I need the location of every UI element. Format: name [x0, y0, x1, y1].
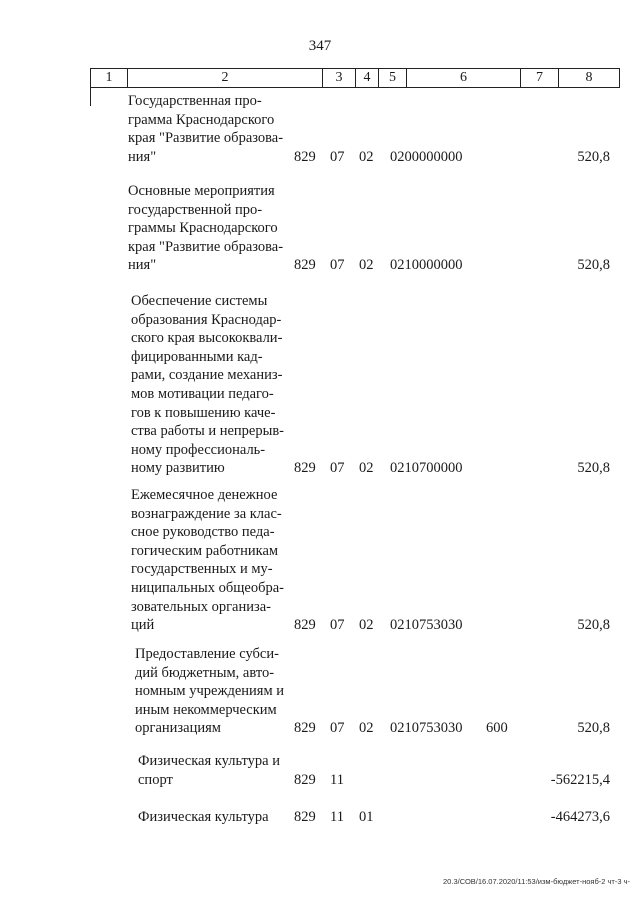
description-line: дий бюджетным, авто-	[135, 664, 275, 681]
description-line: рами, создание механиз-	[131, 367, 283, 384]
description-line: края "Развитие образова-	[128, 238, 284, 255]
description-line: спорт	[138, 771, 173, 788]
row-description	[128, 182, 288, 275]
value-section: 11	[330, 771, 344, 788]
description-line: ному развитию	[131, 460, 225, 477]
description-line: граммы Краснодарского	[128, 220, 278, 237]
value-subsection: 02	[359, 148, 374, 165]
value-target-item: 0210700000	[390, 460, 463, 477]
row-description	[138, 752, 296, 789]
column-header-5: 5	[379, 69, 407, 87]
value-section: 07	[330, 617, 345, 634]
value-amount: 520,8	[577, 257, 610, 274]
value-kvsr: 829	[294, 771, 316, 788]
value-section: 07	[330, 460, 345, 477]
row-description	[135, 645, 298, 738]
description-line: края "Развитие образова-	[128, 130, 284, 147]
description-line: Государственная про-	[128, 93, 262, 109]
description-line: Обеспечение системы	[131, 293, 268, 309]
column-header-3: 3	[323, 69, 356, 87]
value-amount: 520,8	[577, 460, 610, 477]
column-header-7: 7	[521, 69, 559, 87]
value-amount: 520,8	[577, 148, 610, 165]
value-kvsr: 829	[294, 617, 316, 634]
value-kvsr: 829	[294, 257, 316, 274]
value-subsection: 02	[359, 460, 374, 477]
document-footer: 20.3/СОВ/16.07.2020/11:53/изм-бюджет-нояб-2 чт-3 ч-	[443, 877, 630, 886]
description-line: Основные мероприятия	[128, 183, 275, 199]
value-kvsr: 829	[294, 148, 316, 165]
description-line: ния"	[128, 148, 157, 165]
column-header-6: 6	[407, 69, 521, 87]
table-left-border	[90, 88, 91, 106]
value-target-item: 0210000000	[390, 257, 463, 274]
description-line: мов мотивации педаго-	[131, 385, 274, 402]
description-line: зовательных организа-	[131, 598, 272, 615]
description-line: номным учреждениям и	[135, 683, 285, 700]
value-section: 07	[330, 257, 345, 274]
value-amount: 520,8	[577, 617, 610, 634]
description-line: Предоставление субси-	[135, 646, 279, 662]
description-line: образования Краснодар-	[131, 311, 282, 328]
value-kvsr: 829	[294, 720, 316, 737]
description-line: государственных и му-	[131, 561, 273, 578]
page-number: 347	[308, 38, 332, 54]
column-header-2: 2	[128, 69, 323, 87]
value-kvsr: 829	[294, 460, 316, 477]
description-line: Физическая культура и	[138, 753, 280, 769]
description-line: ций	[131, 617, 155, 634]
row-description	[138, 808, 298, 827]
description-line: ному профессиональ-	[131, 441, 266, 458]
value-amount: 520,8	[577, 720, 610, 737]
description-line: гогическим работникам	[131, 542, 279, 559]
description-line: государственной про-	[128, 201, 263, 218]
description-line: вознаграждение за клас-	[131, 505, 282, 522]
value-expense-type: 600	[486, 720, 508, 737]
table-header-row	[90, 68, 620, 88]
description-line: Ежемесячное денежное	[131, 487, 278, 503]
value-target-item: 0210753030	[390, 720, 463, 737]
row-description	[131, 292, 291, 478]
row-description	[128, 92, 298, 166]
description-line: иным некоммерческим	[135, 701, 277, 718]
description-line: фицированными кад-	[131, 348, 263, 365]
description-line: ния"	[128, 257, 157, 274]
value-section: 07	[330, 148, 345, 165]
description-line: сное руководство педа-	[131, 524, 275, 541]
value-subsection: 02	[359, 720, 374, 737]
value-section: 11	[330, 809, 344, 825]
description-line: ского края высококвали-	[131, 330, 283, 347]
description-line: гов к повышению каче-	[131, 404, 276, 421]
value-target-item: 0200000000	[390, 148, 463, 165]
description-line: ниципальных общеобра-	[131, 579, 284, 596]
value-amount: -464273,6	[550, 809, 610, 825]
value-subsection: 02	[359, 617, 374, 634]
value-amount: -562215,4	[550, 771, 610, 788]
value-subsection: 01	[359, 809, 374, 825]
column-header-8: 8	[585, 70, 593, 85]
description-line: организациям	[135, 720, 221, 737]
value-target-item: 0210753030	[390, 617, 463, 634]
description-line: Физическая культура	[138, 809, 269, 825]
value-section: 07	[330, 720, 345, 737]
description-line: грамма Краснодарского	[128, 111, 275, 128]
value-kvsr: 829	[294, 809, 316, 825]
column-header-4: 4	[356, 69, 379, 87]
description-line: ства работы и непрерыв-	[131, 423, 285, 440]
value-subsection: 02	[359, 257, 374, 274]
column-header-1: 1	[91, 69, 128, 87]
row-description	[131, 486, 293, 635]
